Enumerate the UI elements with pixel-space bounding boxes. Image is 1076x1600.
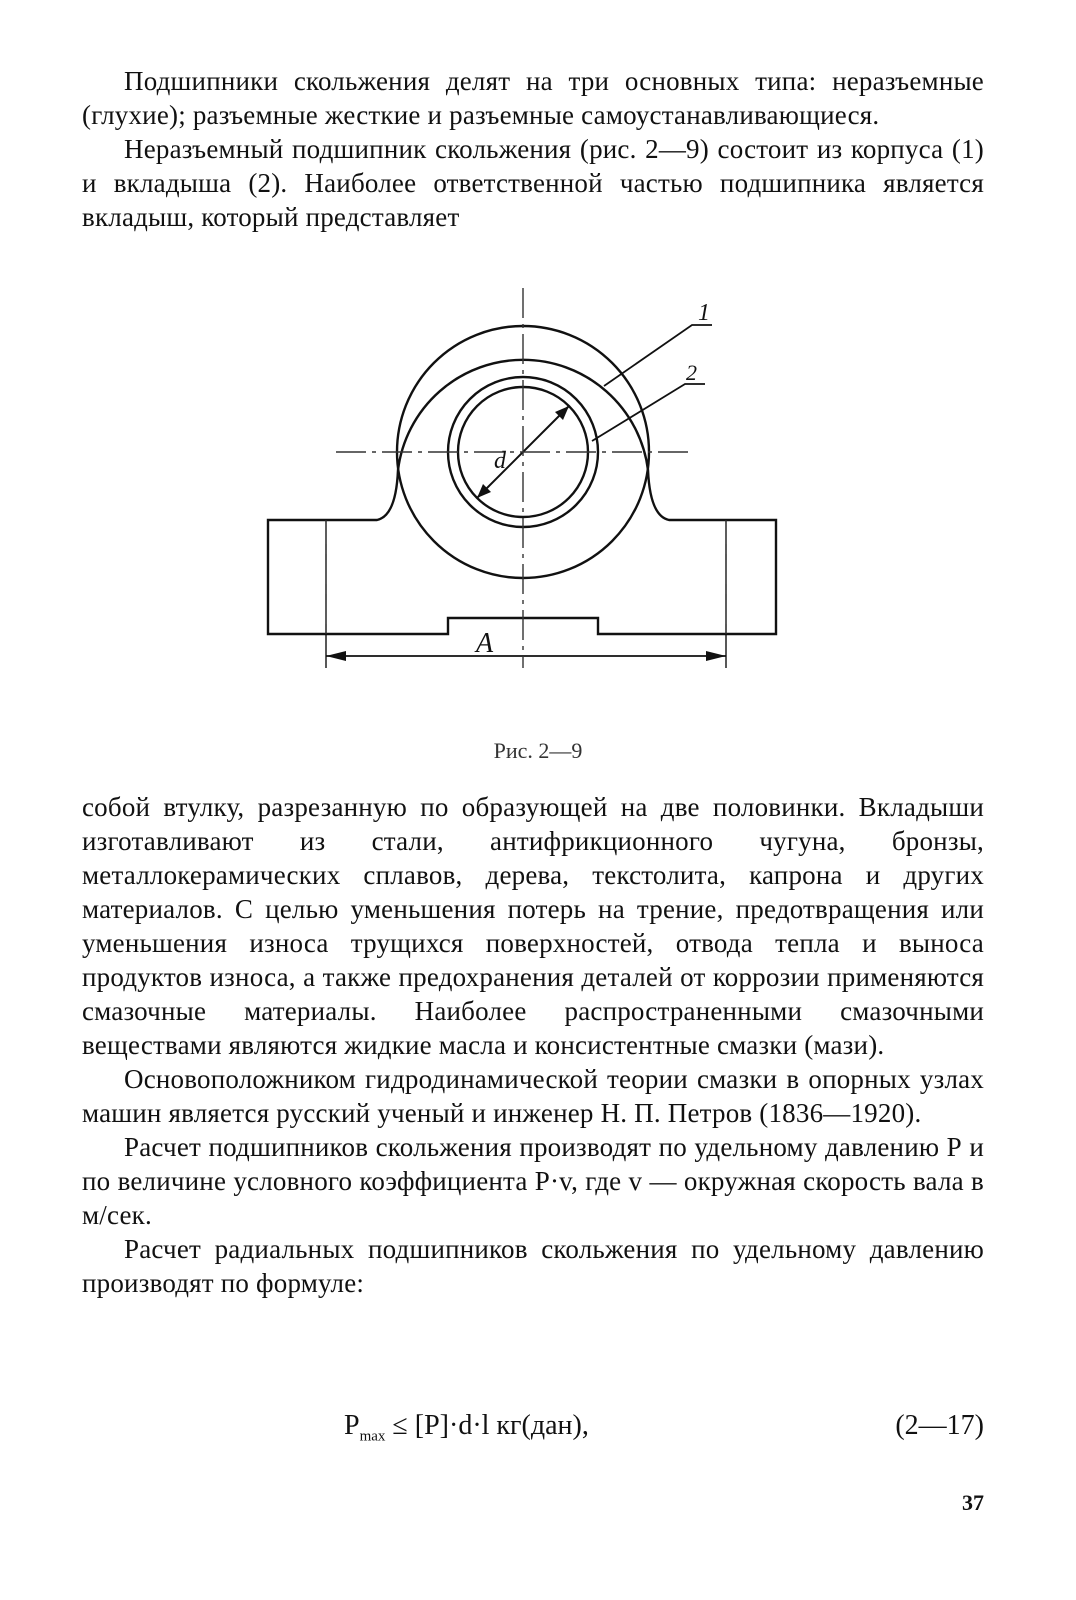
label-2: 2 — [686, 360, 697, 385]
dimension-arrow-left — [326, 651, 346, 661]
paragraph-petrov: Основоположником гидродинамической теории смазки в опорных узлах машин является русский ученый и инженер Н. П. Петров (1836—1920). — [82, 1064, 984, 1128]
page-number: 37 — [962, 1490, 984, 1515]
paragraph-formula-intro: Расчет радиальных подшипников скольжения по удельному давлению производят по формуле: — [82, 1234, 984, 1298]
formula-expression — [344, 1410, 589, 1446]
paragraph-bearing-types: Подшипники скольжения делят на три основных типа: неразъемные (глухие); разъемные жесткие и разъемные самоустанавливающиеся. — [82, 66, 984, 130]
formula-number: (2—17) — [895, 1410, 984, 1441]
text-block-bottom — [82, 790, 984, 1300]
figure-bearing-drawing — [0, 0, 1076, 730]
label-1: 1 — [698, 300, 710, 326]
figure-caption: Рис. 2—9 — [493, 738, 583, 763]
formula-2-17 — [0, 1410, 1076, 1454]
formula-sub-max: max — [359, 1428, 386, 1445]
paragraph-calculation: Расчет подшипников скольжения производят по удельному давлению Р и по величине условного коэффициента Р·v, где v — окружная скорость вала в м/сек. — [82, 1132, 984, 1230]
paragraph-liner-materials: собой втулку, разрезанную по образующей на две половинки. Вкладыши изготавливают из стали, антифрикционного чугуна, бронзы, металлокерамических сплавов, дерева, текстолита, капрона и других материалов. С целью уменьшения потерь на трение, предотвращения или уменьшения износа трущихся поверхностей, отвода тепла и выноса продуктов износа, а также предохранения деталей от коррозии применяются смазочные материалы. Наиболее распространенными смазочными веществами являются жидкие масла и консистентные смазки (мази). — [82, 792, 984, 1060]
label-a: A — [476, 628, 494, 659]
label-d: d — [494, 448, 506, 474]
formula-rest: ≤ [P]·d·l кг(дан), — [385, 1410, 589, 1441]
housing-outline — [268, 360, 776, 634]
dimension-arrow-right — [706, 651, 726, 661]
paragraph-bearing-structure: Неразъемный подшипник скольжения (рис. 2—9) состоит из корпуса (1) и вкладыша (2). Наиболее ответственной частью подшипника является вкладыш, который представляет — [82, 134, 984, 232]
formula-p: P — [344, 1410, 360, 1441]
